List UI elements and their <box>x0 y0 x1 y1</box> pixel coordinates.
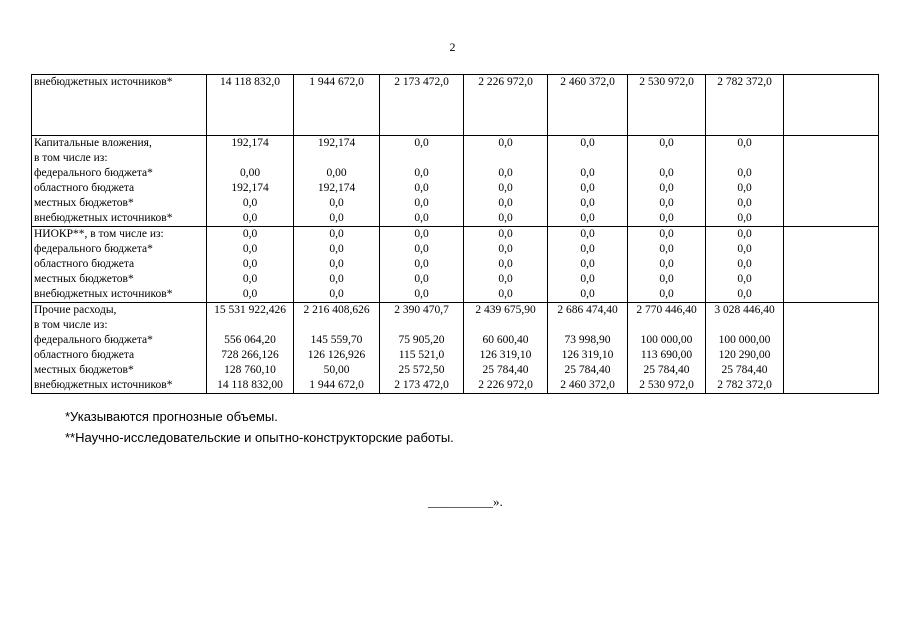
cell-value: 0,0 <box>414 258 429 270</box>
cell-value: 0,0 <box>737 288 752 300</box>
value-cell <box>548 303 628 394</box>
cell-value: 0,0 <box>498 197 513 209</box>
cell-value: 120 290,00 <box>718 349 771 361</box>
cell-value: 2 460 372,0 <box>560 76 615 88</box>
table-section <box>32 136 879 227</box>
cell-value <box>628 318 705 333</box>
cell-value <box>464 318 547 333</box>
cell-value: 100 000,00 <box>640 334 693 346</box>
page-number: 2 <box>449 40 456 54</box>
cell-value: 126 319,10 <box>479 349 532 361</box>
cell-value: 1 944 672,0 <box>309 379 364 391</box>
cell-value: 0,0 <box>737 228 752 240</box>
cell-value: 0,0 <box>737 212 752 224</box>
cell-value: 192,174 <box>317 182 356 194</box>
value-cell <box>294 227 380 303</box>
cell-value: 0,0 <box>659 288 674 300</box>
cell-value: 0,0 <box>580 273 595 285</box>
cell-value <box>706 151 783 166</box>
row-label: федерального бюджета* <box>34 334 153 346</box>
cell-value: 0,0 <box>737 182 752 194</box>
cell-value: 0,0 <box>414 137 429 149</box>
cell-value: 2 460 372,0 <box>560 379 615 391</box>
value-cell <box>628 136 706 227</box>
cell-value <box>784 136 878 151</box>
cell-value: 0,0 <box>329 258 344 270</box>
cell-value: 0,0 <box>498 182 513 194</box>
cell-value: 0,0 <box>580 197 595 209</box>
value-cell <box>380 303 464 394</box>
cell-value <box>784 333 878 348</box>
cell-value: 0,0 <box>414 167 429 179</box>
cell-value: 25 784,40 <box>643 364 690 376</box>
cell-value: 0,0 <box>498 243 513 255</box>
cell-value <box>784 242 878 257</box>
closing-mark: __________». <box>428 494 503 509</box>
cell-value: 0,0 <box>659 258 674 270</box>
cell-value <box>784 75 878 90</box>
cell-value: 0,0 <box>580 258 595 270</box>
row-label-cell <box>32 75 207 136</box>
row-label: в том числе из: <box>34 319 108 331</box>
cell-value: 15 531 922,426 <box>214 304 286 316</box>
footnote-forecast: *Указываются прогнозные объемы. <box>65 409 278 424</box>
cell-value <box>548 151 627 166</box>
cell-value: 0,0 <box>737 167 752 179</box>
cell-value: 0,0 <box>737 243 752 255</box>
cell-value <box>784 211 878 226</box>
cell-value: 14 118 832,00 <box>217 379 283 391</box>
row-label: Прочие расходы, <box>34 304 117 316</box>
cell-value: 2 216 408,626 <box>303 304 370 316</box>
row-label-cell <box>32 303 207 394</box>
cell-value: 0,00 <box>239 167 261 179</box>
cell-value: 2 530 972,0 <box>639 379 694 391</box>
cell-value: 50,00 <box>323 364 350 376</box>
cell-value <box>784 287 878 302</box>
cell-value: 2 226 972,0 <box>478 76 533 88</box>
value-cell <box>628 227 706 303</box>
cell-value: 128 760,10 <box>224 364 276 376</box>
cell-value: 2 439 675,90 <box>475 304 536 316</box>
cell-value: 0,0 <box>242 197 258 209</box>
row-label: местных бюджетов* <box>34 197 134 209</box>
cell-value: 25 784,40 <box>721 364 768 376</box>
cell-value <box>784 363 878 378</box>
cell-value: 0,0 <box>414 273 429 285</box>
cell-value <box>548 318 627 333</box>
cell-value: 0,0 <box>329 228 344 240</box>
row-label: областного бюджета <box>34 258 135 270</box>
cell-value: 0,0 <box>737 273 752 285</box>
cell-value: 2 770 446,40 <box>636 304 697 316</box>
row-label: внебюджетных источников* <box>34 212 173 224</box>
cell-value: 0,0 <box>659 182 674 194</box>
cell-value: 0,0 <box>580 137 595 149</box>
row-label: местных бюджетов* <box>34 273 134 285</box>
cell-value: 0,0 <box>498 288 513 300</box>
cell-value: 0,0 <box>498 212 513 224</box>
cell-value: 14 118 832,0 <box>220 76 280 88</box>
row-label: НИОКР**, в том числе из: <box>34 228 164 240</box>
cell-value: 0,0 <box>414 197 429 209</box>
cell-value: 0,00 <box>326 167 347 179</box>
cell-value: 0,0 <box>329 243 344 255</box>
cell-value: 0,0 <box>737 197 752 209</box>
value-cell <box>464 303 548 394</box>
value-cell <box>207 75 294 136</box>
cell-value: 0,0 <box>414 182 429 194</box>
cell-value: 0,0 <box>659 243 674 255</box>
cell-value <box>784 166 878 181</box>
cell-value: 0,0 <box>242 288 258 300</box>
value-cell <box>706 303 784 394</box>
row-label: Капитальные вложения, <box>34 137 152 149</box>
budget-table <box>31 74 879 394</box>
row-label-cell <box>32 136 207 227</box>
cell-value: 0,0 <box>580 167 595 179</box>
cell-value <box>784 348 878 363</box>
cell-value <box>784 227 878 242</box>
cell-value: 0,0 <box>242 243 258 255</box>
cell-value: 0,0 <box>498 137 513 149</box>
cell-value <box>207 151 293 166</box>
cell-value: 73 998,90 <box>564 334 611 346</box>
value-cell <box>207 303 294 394</box>
cell-value: 192,174 <box>231 137 269 149</box>
value-cell <box>784 227 879 303</box>
cell-value: 25 784,40 <box>564 364 611 376</box>
cell-value: 0,0 <box>329 212 344 224</box>
cell-value: 0,0 <box>580 288 595 300</box>
value-cell <box>380 136 464 227</box>
cell-value <box>784 303 878 318</box>
cell-value: 0,0 <box>329 273 344 285</box>
table-section <box>32 303 879 394</box>
cell-value: 2 173 472,0 <box>394 379 449 391</box>
cell-value: 113 690,00 <box>640 349 693 361</box>
cell-value: 192,174 <box>231 182 269 194</box>
cell-value <box>294 318 379 333</box>
cell-value: 0,0 <box>580 212 595 224</box>
cell-value: 2 173 472,0 <box>394 76 449 88</box>
value-cell <box>464 75 548 136</box>
cell-value <box>784 318 878 333</box>
value-cell <box>294 303 380 394</box>
cell-value: 0,0 <box>580 228 595 240</box>
cell-value: 0,0 <box>498 167 513 179</box>
cell-value <box>464 151 547 166</box>
cell-value <box>207 318 293 333</box>
value-cell <box>380 227 464 303</box>
value-cell <box>207 136 294 227</box>
cell-value <box>628 151 705 166</box>
cell-value: 2 782 372,0 <box>717 379 772 391</box>
cell-value <box>784 196 878 211</box>
cell-value: 0,0 <box>242 273 258 285</box>
cell-value: 556 064,20 <box>224 334 276 346</box>
cell-value: 115 521,0 <box>398 349 445 361</box>
row-label: федерального бюджета* <box>34 167 153 179</box>
cell-value: 2 226 972,0 <box>478 379 533 391</box>
cell-value: 0,0 <box>580 243 595 255</box>
value-cell <box>548 227 628 303</box>
cell-value: 0,0 <box>498 258 513 270</box>
value-cell <box>784 303 879 394</box>
cell-value: 728 266,126 <box>221 349 279 361</box>
cell-value: 0,0 <box>498 228 513 240</box>
cell-value: 0,0 <box>242 258 258 270</box>
cell-value: 0,0 <box>659 167 674 179</box>
cell-value: 0,0 <box>498 273 513 285</box>
cell-value: 2 686 474,40 <box>557 304 618 316</box>
cell-value <box>784 181 878 196</box>
cell-value: 126 126,926 <box>307 349 366 361</box>
cell-value: 0,0 <box>414 288 429 300</box>
value-cell <box>294 75 380 136</box>
cell-value <box>784 272 878 287</box>
cell-value: 0,0 <box>659 197 674 209</box>
cell-value: 0,0 <box>329 197 344 209</box>
value-cell <box>464 227 548 303</box>
row-label: местных бюджетов* <box>34 364 134 376</box>
cell-value: 145 559,70 <box>310 334 363 346</box>
value-cell <box>784 136 879 227</box>
cell-value <box>784 151 878 166</box>
value-cell <box>207 227 294 303</box>
cell-value <box>706 318 783 333</box>
row-label: федерального бюджета* <box>34 243 153 255</box>
cell-value: 0,0 <box>659 137 674 149</box>
cell-value: 2 390 470,7 <box>394 304 449 316</box>
cell-value: 0,0 <box>414 212 429 224</box>
value-cell <box>548 75 628 136</box>
footnotes <box>65 406 454 448</box>
footnote-niokr: **Научно-исследовательские и опытно-конструкторские работы. <box>65 430 454 445</box>
cell-value <box>784 378 878 393</box>
row-label: внебюджетных источников* <box>34 288 173 300</box>
value-cell <box>628 75 706 136</box>
cell-value: 126 319,10 <box>561 349 614 361</box>
cell-value <box>380 151 463 166</box>
cell-value: 2 530 972,0 <box>639 76 694 88</box>
value-cell <box>464 136 548 227</box>
row-label-cell <box>32 227 207 303</box>
value-cell <box>706 136 784 227</box>
row-label: внебюджетных источников* <box>34 76 173 88</box>
table-section <box>32 75 879 136</box>
cell-value: 0,0 <box>659 273 674 285</box>
value-cell <box>380 75 464 136</box>
cell-value: 0,0 <box>737 137 752 149</box>
cell-value: 0,0 <box>329 288 344 300</box>
row-label: областного бюджета <box>34 349 135 361</box>
value-cell <box>784 75 879 136</box>
cell-value: 60 600,40 <box>482 334 529 346</box>
row-label: внебюджетных источников* <box>34 379 173 391</box>
table-section <box>32 227 879 303</box>
row-label: в том числе из: <box>34 152 108 164</box>
value-cell <box>628 303 706 394</box>
value-cell <box>294 136 380 227</box>
cell-value: 3 028 446,40 <box>714 304 775 316</box>
cell-value: 0,0 <box>414 243 429 255</box>
cell-value: 75 905,20 <box>398 334 445 346</box>
cell-value: 25 572,50 <box>398 364 445 376</box>
cell-value: 0,0 <box>737 258 752 270</box>
row-label: областного бюджета <box>34 182 135 194</box>
cell-value: 1 944 672,0 <box>309 76 364 88</box>
cell-value <box>380 318 463 333</box>
cell-value: 2 782 372,0 <box>717 76 772 88</box>
cell-value: 0,0 <box>242 228 258 240</box>
cell-value: 0,0 <box>580 182 595 194</box>
value-cell <box>706 227 784 303</box>
value-cell <box>548 136 628 227</box>
cell-value: 0,0 <box>659 228 674 240</box>
cell-value: 0,0 <box>242 212 258 224</box>
cell-value: 0,0 <box>659 212 674 224</box>
cell-value <box>294 151 379 166</box>
cell-value: 100 000,00 <box>718 334 771 346</box>
cell-value: 25 784,40 <box>482 364 529 376</box>
cell-value <box>784 257 878 272</box>
cell-value: 0,0 <box>414 228 429 240</box>
cell-value: 192,174 <box>317 137 356 149</box>
value-cell <box>706 75 784 136</box>
